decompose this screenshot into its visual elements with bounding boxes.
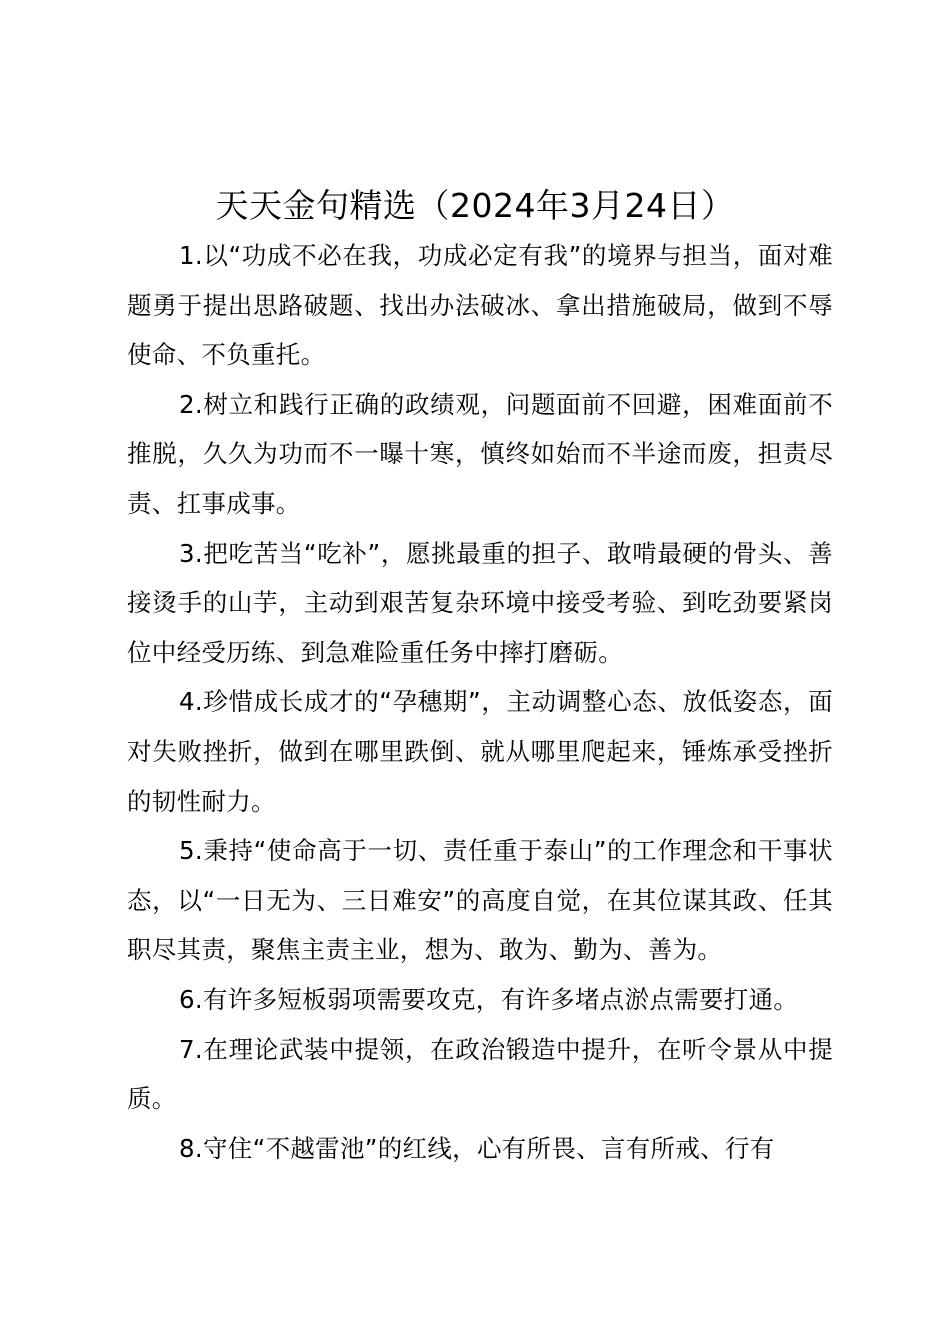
paragraph-2: 2.树立和践行正确的政绩观，问题面前不回避，困难面前不推脱，久久为功而不一曝十寒，慎终如始而不半途而废，担责尽责、扛事成事。: [127, 389, 833, 518]
paragraph-3: 3.把吃苦当“吃补”，愿挑最重的担子、敢啃最硬的骨头、善接烫手的山芋，主动到艰苦复杂环境中接受考验、到吃劲要紧岗位中经受历练、到急难险重任务中摔打磨砺。: [127, 538, 833, 667]
paragraph-8: 8.守住“不越雷池”的红线，心有所畏、言有所戒、行有: [179, 1133, 775, 1163]
paragraph-4: 4.珍惜成长成才的“孕穗期”，主动调整心态、放低姿态，面对失败挫折，做到在哪里跌倒、就从哪里爬起来，锤炼承受挫折的韧性耐力。: [127, 687, 833, 816]
paragraph-1: 1.以“功成不必在我，功成必定有我”的境界与担当，面对难题勇于提出思路破题、找出办法破冰、拿出措施破局，做到不辱使命、不负重托。: [127, 241, 833, 370]
document-body: [127, 231, 833, 1173]
paragraph-7: 7.在理论武装中提领，在政治锻造中提升，在听令景从中提质。: [127, 1034, 833, 1114]
document-title: 天天金句精选（2024年3月24日）: [215, 186, 735, 225]
paragraph-5: 5.秉持“使命高于一切、责任重于泰山”的工作理念和干事状态，以“一日无为、三日难安”的高度自觉，在其位谋其政、任其职尽其责，聚焦主责主业，想为、敢为、勤为、善为。: [127, 836, 833, 965]
paragraph-6: 6.有许多短板弱项需要攻克，有许多堵点淤点需要打通。: [179, 984, 799, 1014]
